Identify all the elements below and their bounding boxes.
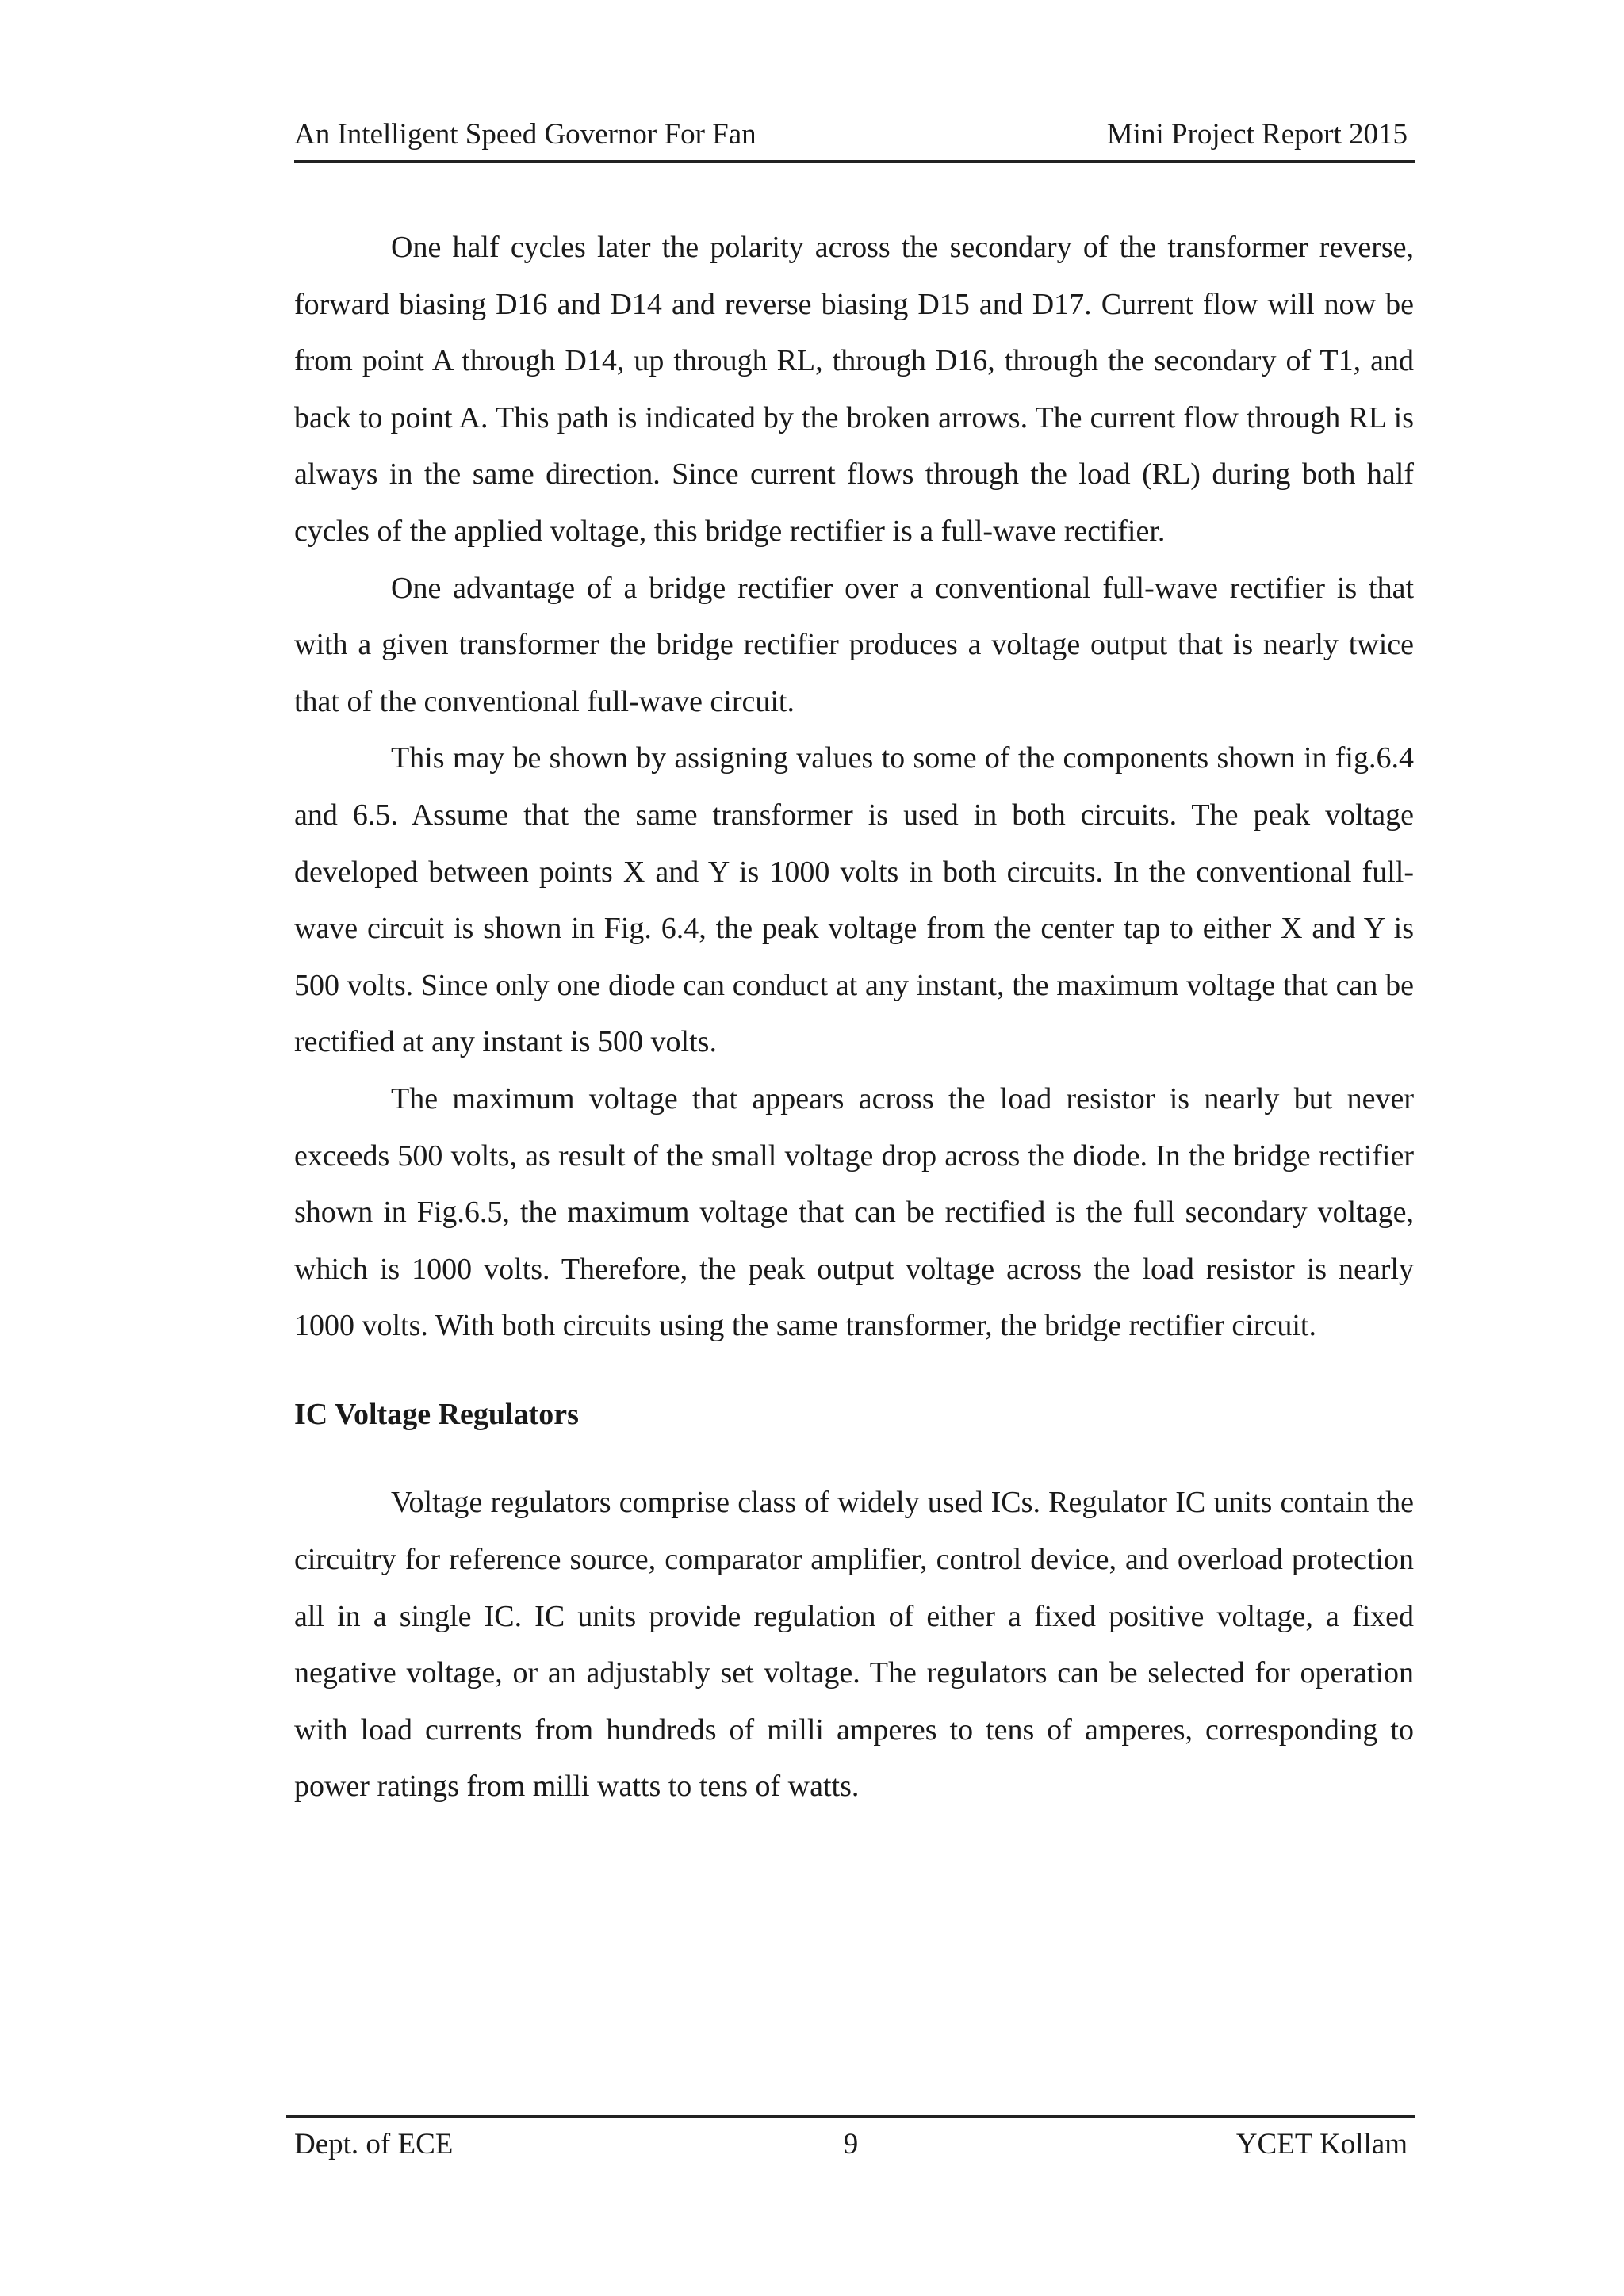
paragraph-bridge-advantage: One advantage of a bridge rectifier over a conventional full-wave rectifier is that with a given transformer the bridge rectifier produces a voltage output that is nearly twice that of the conventional full-wave circuit.: [294, 571, 1414, 718]
footer-dept: Dept. of ECE: [294, 2128, 454, 2160]
paragraph-component-values: This may be shown by assigning values to some of the components shown in fig.6.4 and 6.5. Assume that the same transformer is used in both circuits. The peak voltage developed between points X and Y is 1000 volts in both circuits. In the conventional full-wave circuit is shown in Fig. 6.4, the peak voltage from the center tap to either X and Y is 500 volts. Since only one diode can conduct at any instant, the maximum voltage that can be rectified at any instant is 500 volts.: [294, 741, 1414, 1059]
page-footer: [286, 2115, 1415, 2165]
footer-college: YCET Kollam: [1235, 2128, 1408, 2160]
paragraph-ic-regulators: Voltage regulators comprise class of widely used ICs. Regulator IC units contain the circuitry for reference source, comparator amplifier, control device, and overload protection all in a single IC. IC units provide regulation of either a fixed positive voltage, a fixed negative voltage, or an adjustably set voltage. The regulators can be selected for operation with load currents from hundreds of milli amperes to tens of amperes, corresponding to power ratings from milli watts to tens of watts.: [294, 1486, 1414, 1804]
header-report-label: Mini Project Report 2015: [1106, 118, 1408, 151]
page-body: [294, 220, 1414, 1816]
header-title: An Intelligent Speed Governor For Fan: [294, 118, 756, 151]
page-header: [294, 113, 1415, 163]
paragraph-bridge-polarity: One half cycles later the polarity across the secondary of the transformer reverse, forward biasing D16 and D14 and reverse biasing D15 and D17. Current flow will now be from point A through D14, up through RL, through D16, through the secondary of T1, and back to point A. This path is indicated by the broken arrows. The current flow through RL is always in the same direction. Since current flows through the load (RL) during both half cycles of the applied voltage, this bridge rectifier is a full-wave rectifier.: [294, 231, 1414, 548]
paragraph-max-voltage: The maximum voltage that appears across the load resistor is nearly but never exceeds 500 volts, as result of the small voltage drop across the diode. In the bridge rectifier shown in Fig.6.5, the maximum voltage that can be rectified is the full secondary voltage, which is 1000 volts. Therefore, the peak output voltage across the load resistor is nearly 1000 volts. With both circuits using the same transformer, the bridge rectifier circuit.: [294, 1081, 1414, 1343]
section-heading: IC Voltage Regulators: [294, 1397, 579, 1431]
page-number: 9: [843, 2128, 859, 2160]
